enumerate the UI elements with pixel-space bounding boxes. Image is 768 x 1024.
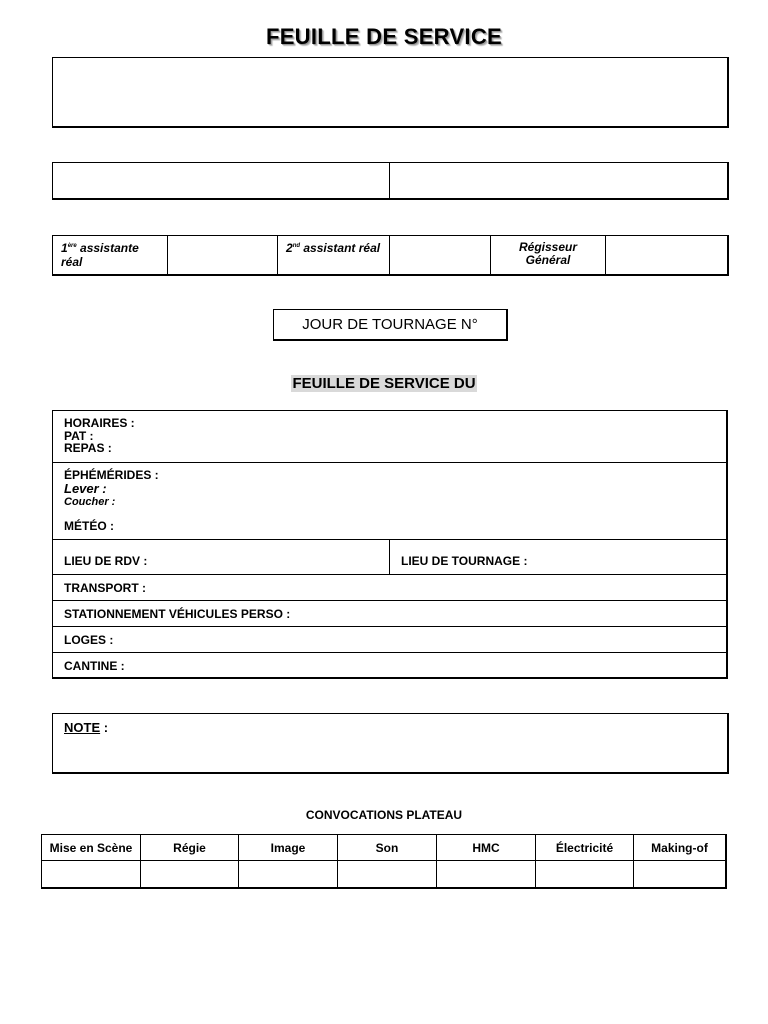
coucher-label: Coucher :	[64, 496, 116, 508]
crew-table	[52, 235, 729, 276]
cantine-row[interactable]	[53, 653, 726, 678]
note-label: NOTE	[64, 720, 101, 735]
convocation-cell-image[interactable]	[239, 861, 338, 888]
convocation-header-hmc: HMC	[437, 835, 536, 861]
convocation-cell-electricite[interactable]	[536, 861, 634, 888]
lever-label: Lever :	[64, 481, 107, 496]
horaires-label: HORAIRES :	[64, 416, 135, 430]
meteo-label: MÉTÉO :	[64, 519, 114, 533]
production-info-right-cell[interactable]	[390, 163, 727, 198]
convocation-header-mise-en-scene: Mise en Scène	[42, 835, 141, 861]
horaires-section[interactable]	[53, 411, 726, 463]
lieu-rdv-label: LIEU DE RDV :	[64, 554, 148, 568]
convocation-cell-mise-en-scene[interactable]	[42, 861, 141, 888]
lieux-section	[53, 540, 726, 575]
lieu-tournage-label: LIEU DE TOURNAGE :	[401, 554, 528, 568]
ephemerides-section[interactable]	[53, 463, 726, 540]
convocation-cell-making-of[interactable]	[634, 861, 727, 888]
production-info-row	[52, 162, 729, 200]
lieu-rdv-cell[interactable]	[53, 540, 390, 574]
convocation-header-electricite: Électricité	[536, 835, 634, 861]
stationnement-row[interactable]	[53, 601, 726, 627]
crew-value-regisseur[interactable]	[606, 236, 729, 275]
crew-label-second-assistant: 2nd assistant réal	[278, 236, 390, 275]
convocation-header-making-of: Making-of	[634, 835, 727, 861]
production-header-box[interactable]	[52, 57, 729, 128]
note-heading: NOTE :	[64, 720, 109, 735]
loges-label: LOGES :	[64, 633, 114, 647]
repas-label: REPAS :	[64, 441, 112, 455]
crew-value-second-assistant[interactable]	[390, 236, 491, 275]
convocation-header-regie: Régie	[141, 835, 239, 861]
transport-row[interactable]	[53, 575, 726, 601]
info-block	[52, 410, 728, 679]
crew-label-regisseur: Régisseur Général	[491, 236, 606, 275]
convocation-cell-son[interactable]	[338, 861, 437, 888]
stationnement-label: STATIONNEMENT VÉHICULES PERSO :	[64, 607, 291, 621]
cantine-label: CANTINE :	[64, 659, 125, 673]
convocations-title: CONVOCATIONS PLATEAU	[305, 808, 463, 822]
convocation-cell-regie[interactable]	[141, 861, 239, 888]
convocation-header-son: Son	[338, 835, 437, 861]
production-info-left-cell[interactable]	[53, 163, 390, 198]
convocation-header-image: Image	[239, 835, 338, 861]
ephemerides-label: ÉPHÉMÉRIDES :	[64, 468, 159, 482]
feuille-service-date-heading: FEUILLE DE SERVICE DU	[292, 375, 476, 392]
loges-row[interactable]	[53, 627, 726, 653]
crew-value-first-assistant[interactable]	[168, 236, 278, 275]
jour-tournage-box[interactable]: JOUR DE TOURNAGE N°	[273, 309, 508, 341]
lieu-tournage-cell[interactable]	[390, 540, 726, 574]
transport-label: TRANSPORT :	[64, 581, 146, 595]
crew-label-first-assistant: 1ère assistante réal	[53, 236, 168, 275]
page-title: FEUILLE DE SERVICE	[265, 24, 503, 49]
convocations-table	[41, 834, 727, 889]
note-box[interactable]	[52, 713, 729, 774]
convocation-cell-hmc[interactable]	[437, 861, 536, 888]
pat-label: PAT :	[64, 428, 94, 443]
